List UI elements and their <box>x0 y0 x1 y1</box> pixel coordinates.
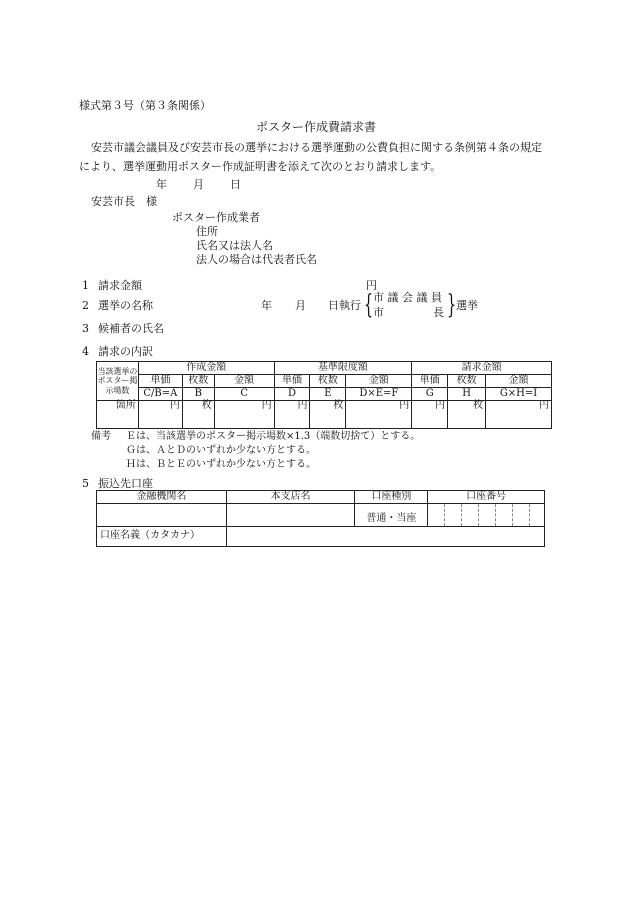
page-title: ポスター作成費請求書 <box>256 120 377 134</box>
digit-divider <box>444 504 445 526</box>
group-standard-limit: 基準限度額 <box>274 362 412 375</box>
sub-header: 単価 <box>412 375 448 388</box>
sub-header: 金額 <box>214 375 274 388</box>
item2-label: 選挙の名称 <box>98 299 153 312</box>
account-type-value: 普通・当座 <box>355 504 428 527</box>
account-holder-cell <box>226 527 544 547</box>
digit-divider <box>495 504 496 526</box>
item2-year: 年 <box>261 299 272 312</box>
item5-number: 5 <box>82 477 89 490</box>
sub-header-formula: E <box>310 388 346 401</box>
election-option-council: 市 議 会 議 員 <box>373 291 442 304</box>
item1-number: 1 <box>82 279 89 292</box>
election-option-mayor-a: 市 <box>373 306 384 319</box>
note-line-3: Ｈは、ＢとＥのいずれか少ない方とする。 <box>126 459 316 470</box>
cell-unit: 円 <box>274 401 310 429</box>
sub-header-formula: D×E=F <box>346 388 412 401</box>
notes-label: 備考 <box>91 431 111 442</box>
sub-header-formula: G <box>412 388 448 401</box>
date-year: 年 <box>156 178 167 191</box>
account-holder-label: 口座名義（カタカナ） <box>97 527 227 547</box>
supplier-label: ポスター作成業者 <box>172 211 260 224</box>
item2-suffix: 選挙 <box>456 299 478 312</box>
cell-unit: 円 <box>138 401 182 429</box>
intro-line-1: 安芸市議会議員及び安芸市長の選挙における選挙運動の公費負担に関する条例第４条の規定 <box>91 141 542 154</box>
branch-name-cell <box>226 504 355 527</box>
sub-header-formula: C/B=A <box>138 388 182 401</box>
breakdown-table <box>96 361 552 429</box>
item2-day-exec: 日執行 <box>328 299 361 312</box>
date-day: 日 <box>230 178 241 191</box>
right-brace: } <box>447 290 457 320</box>
sub-header: 単価 <box>274 375 310 388</box>
account-type-header: 口座種別 <box>355 491 428 504</box>
sub-header: 枚数 <box>448 375 486 388</box>
sub-header: 金額 <box>486 375 552 388</box>
sub-header: 単価 <box>138 375 182 388</box>
digit-divider <box>461 504 462 526</box>
corner-text-3: 示場数 <box>105 385 130 395</box>
digit-divider <box>478 504 479 526</box>
cell-unit: 円 <box>346 401 412 429</box>
account-number-cell <box>428 504 545 527</box>
item5-label: 振込先口座 <box>98 477 153 490</box>
addressee: 安芸市長 様 <box>91 195 157 208</box>
sub-header-formula: H <box>448 388 486 401</box>
item4-label: 請求の内訳 <box>98 345 153 358</box>
intro-line-2: により、選挙運動用ポスター作成証明書を添えて次のとおり請求します。 <box>79 160 442 173</box>
item1-unit: 円 <box>366 279 377 292</box>
group-claim-amount: 請求金額 <box>412 362 552 375</box>
row-unit-places: 箇所 <box>97 401 139 429</box>
cell-unit: 円 <box>412 401 448 429</box>
corner-text-1: 当該選挙の <box>97 367 138 377</box>
corner-text-2: ポスター掲 <box>97 376 138 386</box>
sub-header-formula: C <box>214 388 274 401</box>
address-label: 住所 <box>196 225 218 238</box>
branch-name-header: 本支店名 <box>226 491 355 504</box>
cell-unit: 枚 <box>310 401 346 429</box>
cell-unit: 枚 <box>448 401 486 429</box>
date-month: 月 <box>193 178 204 191</box>
cell-unit: 枚 <box>182 401 214 429</box>
note-line-2: Ｇは、ＡとＤのいずれか少ない方とする。 <box>126 445 316 456</box>
note-line-1: Ｅは、当該選挙のポスター掲示場数×1.3（端数切捨て）とする。 <box>126 431 421 442</box>
item3-label: 候補者の氏名 <box>98 322 164 335</box>
representative-label: 法人の場合は代表者氏名 <box>196 253 317 266</box>
item3-number: 3 <box>82 322 89 335</box>
account-number-header: 口座番号 <box>428 491 545 504</box>
sub-header-formula: D <box>274 388 310 401</box>
sub-header: 枚数 <box>182 375 214 388</box>
item2-month: 月 <box>295 299 306 312</box>
item4-number: 4 <box>82 345 89 358</box>
corner-cell <box>97 362 139 401</box>
sub-header: 金額 <box>346 375 412 388</box>
digit-divider <box>529 504 530 526</box>
cell-unit: 円 <box>486 401 552 429</box>
item2-number: 2 <box>82 299 89 312</box>
bank-name-header: 金融機関名 <box>97 491 227 504</box>
sub-header-formula: G×H=I <box>486 388 552 401</box>
sub-header: 枚数 <box>310 375 346 388</box>
bank-account-table <box>96 490 545 547</box>
item1-label: 請求金額 <box>98 279 142 292</box>
form-number: 様式第３号（第３条関係） <box>79 99 211 112</box>
sub-header-formula: B <box>182 388 214 401</box>
group-creation-amount: 作成金額 <box>138 362 274 375</box>
bank-name-cell <box>97 504 227 527</box>
left-brace: { <box>364 290 374 320</box>
digit-divider <box>512 504 513 526</box>
name-label: 氏名又は法人名 <box>196 239 273 252</box>
election-option-mayor-b: 長 <box>433 306 444 319</box>
cell-unit: 円 <box>214 401 274 429</box>
